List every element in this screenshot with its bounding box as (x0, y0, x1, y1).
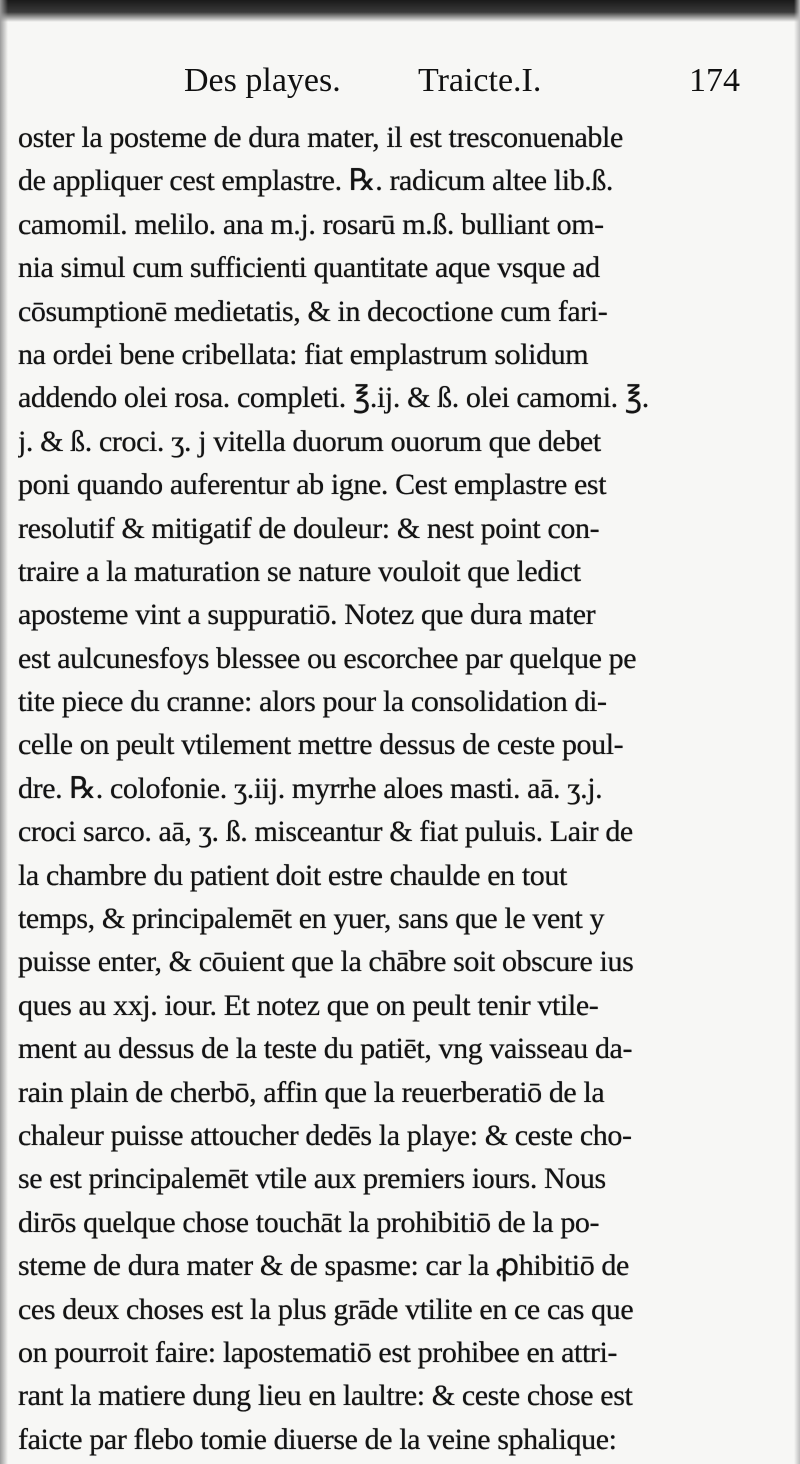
scan-top-edge (0, 0, 800, 22)
scan-right-edge (794, 0, 800, 1464)
text-line: rain plain de cherbō, affin que la reuerberatiō de la (18, 1075, 605, 1109)
text-line: oster la posteme de dura mater, il est tresconuenable (18, 121, 623, 154)
scan-left-edge (0, 0, 8, 1464)
text-line: dirōs quelque chose touchāt la prohibitiō de la po- (18, 1205, 600, 1239)
text-line: puisse enter, & cōuient que la chābre soit obscure ius (18, 945, 634, 979)
text-line: steme de dura mater & de spasme: car la ꝓhibitiō de (18, 1249, 629, 1283)
text-line: poni quando auferentur ab igne. Cest emplastre est (18, 468, 607, 502)
text-line: on pourroit faire: lapostematiō est prohibee en attri- (18, 1335, 618, 1369)
text-line: resolutif & mitigatif de douleur: & nest point con- (18, 511, 600, 545)
text-line: aposteme vint a suppuratiō. Notez que dura mater (18, 598, 596, 632)
text-line: addendo olei rosa. completi. ℥.ij. & ß. olei camomi. ℥. (18, 381, 649, 415)
text-line: faicte par flebo tomie diuerse de la veine sphalique: (18, 1422, 617, 1456)
text-line: la chambre du patient doit estre chaulde en tout (18, 858, 567, 892)
text-line: est aulcunesfoys blessee ou escorchee par quelque pe (18, 641, 637, 675)
text-line: ques au xxj. iour. Et notez que on peult tenir vtile- (18, 988, 599, 1022)
text-line: camomil. melilo. ana m.j. rosarū m.ß. bulliant om- (18, 207, 604, 241)
text-line: traire a la maturation se nature vouloit que ledict (18, 554, 581, 588)
text-line: cōsumptionē medietatis, & in decoctione cum fari- (18, 294, 608, 328)
page-header (130, 55, 740, 107)
section-title: Traicte.I. (418, 62, 542, 99)
text-line: j. & ß. croci. ʒ. j vitella duorum ouorum que debet (18, 424, 601, 458)
text-line: croci sarco. aā, ʒ. ß. misceantur & fiat puluis. Lair de (18, 815, 633, 849)
text-line: se est principalemēt vtile aux premiers iours. Nous (18, 1162, 606, 1196)
text-line: celle on peult vtilement mettre dessus de ceste poul- (18, 728, 624, 762)
body-text (18, 116, 758, 1461)
text-line: nia simul cum sufficienti quantitate aque vsque ad (18, 251, 600, 285)
text-line: chaleur puisse attoucher dedēs la playe: & ceste cho- (18, 1118, 632, 1152)
running-title: Des playes. (184, 62, 341, 99)
text-line: ment au dessus de la teste du patiēt, vng vaisseau da- (18, 1032, 633, 1066)
text-line: de appliquer cest emplastre. ℞. radicum altee lib.ß. (18, 164, 614, 198)
page-number: 174 (689, 62, 740, 99)
text-line: ces deux choses est la plus grāde vtilite en ce cas que (18, 1292, 634, 1326)
text-line: temps, & principalemēt en yuer, sans que le vent y (18, 902, 605, 936)
text-line: na ordei bene cribellata: fiat emplastrum solidum (18, 337, 589, 371)
text-line: dre. ℞. colofonie. ʒ.iij. myrrhe aloes masti. aā. ʒ.j. (18, 771, 603, 805)
text-line: tite piece du cranne: alors pour la consolidation di- (18, 685, 607, 719)
text-line: rant la matiere dung lieu en laultre: & ceste chose est (18, 1379, 633, 1413)
